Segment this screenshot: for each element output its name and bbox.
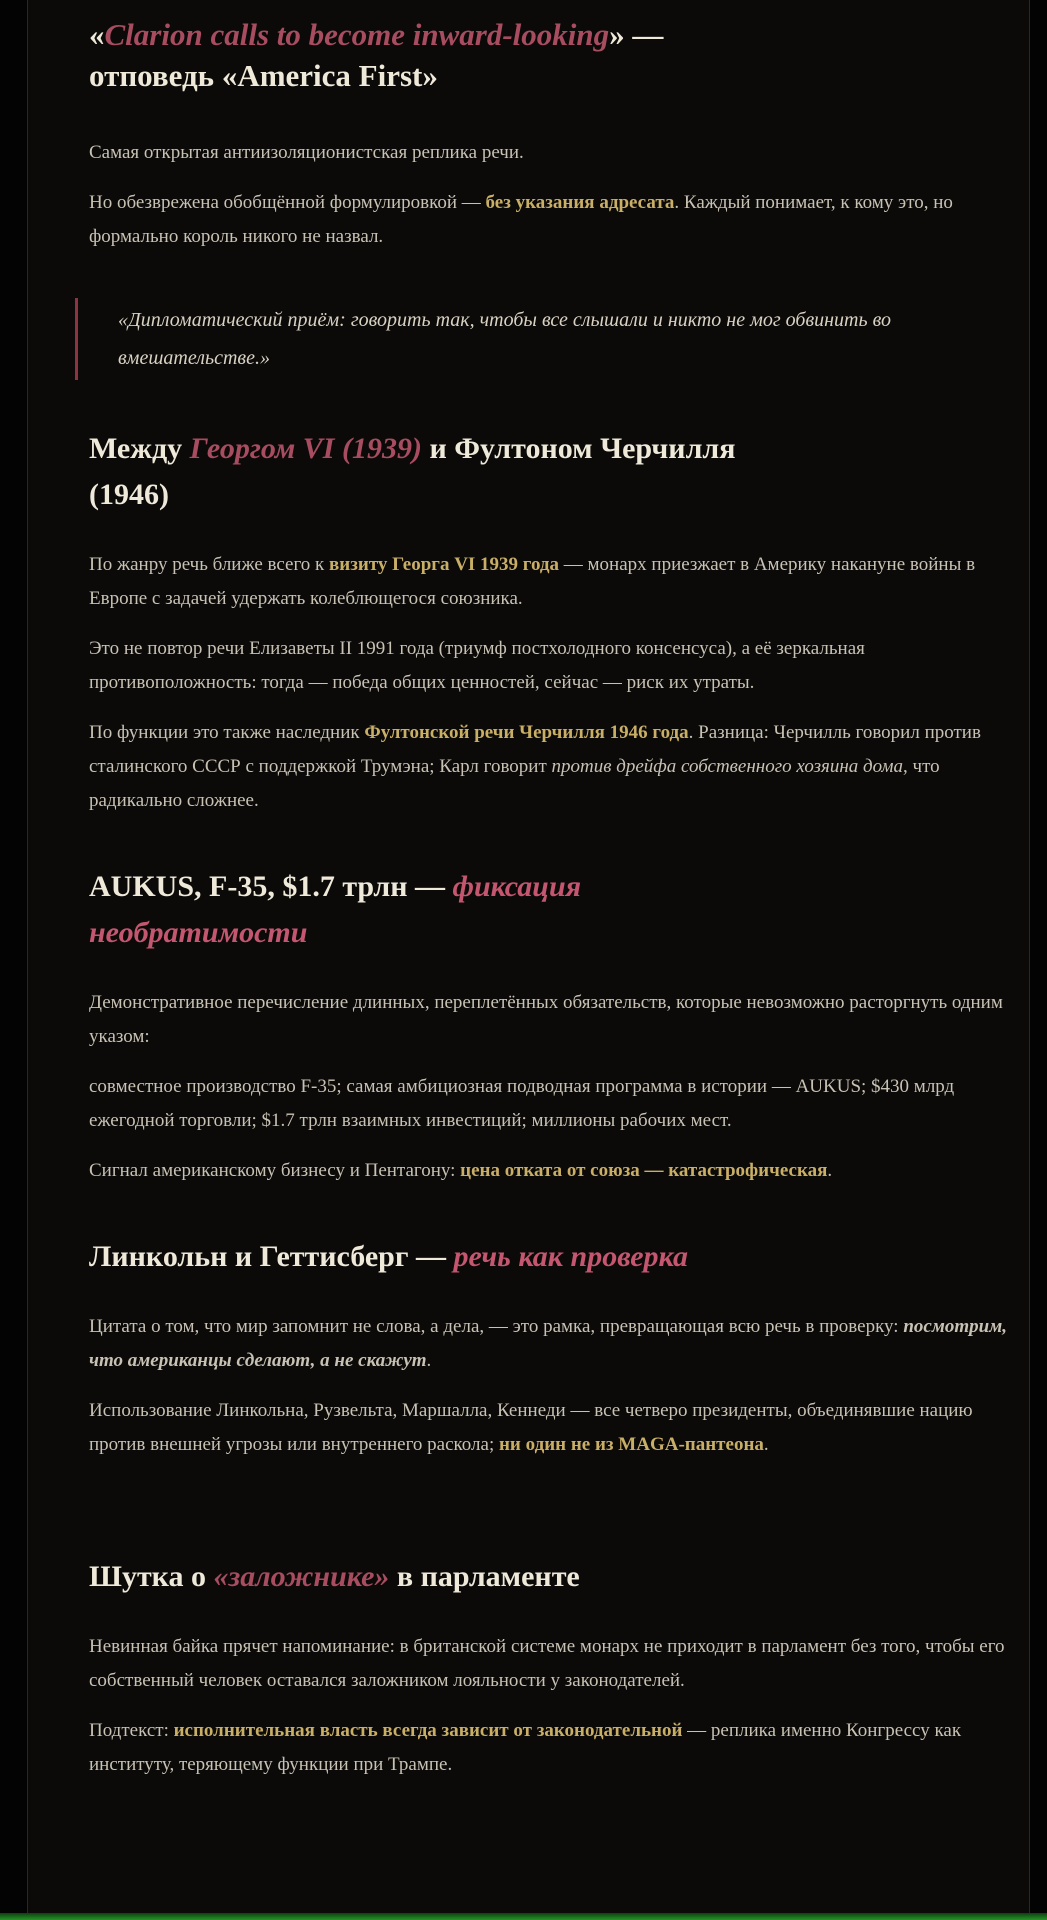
text-run: «заложнике»	[213, 1560, 390, 1593]
paragraph	[89, 548, 1010, 616]
text-run: — реплика именно Конгрессу как институту, теряющему функции при Трампе.	[89, 1720, 966, 1775]
text-run: Линкольн и Геттисберг —	[89, 1240, 454, 1273]
blockquote	[75, 298, 1010, 380]
text-run: » —	[609, 17, 664, 52]
text-run: Цитата о том, что мир запомнит не слова, а дела, — это рамка, превращающая всю речь в проверку:	[89, 1316, 904, 1337]
text-run: совместное производство F-35; самая амбициозная подводная программа в истории — AUKUS; $430 млрд ежегодной торговли; $1.7 трлн взаимных инвестиций; миллионы рабочих мест.	[89, 1076, 959, 1131]
section-heading-line	[89, 1554, 1010, 1600]
text-run: необратимости	[89, 916, 308, 949]
text-run: ни один не из MAGA-пантеона	[498, 1434, 764, 1455]
text-run: .	[763, 1434, 769, 1455]
section-aukus	[89, 864, 1010, 1188]
text-run: Демонстративное перечисление длинных, переплетённых обязательств, которые невозможно расторгнуть одним указом:	[89, 992, 1008, 1047]
text-run: «Дипломатический приём: говорить так, чтобы все слышали и никто не мог обвинить во вмешательстве.»	[118, 309, 897, 369]
text-run: .	[827, 1160, 833, 1181]
section-heading-line	[89, 864, 1010, 910]
article-title-line	[89, 14, 1010, 55]
section-heading-line	[89, 1234, 1010, 1280]
paragraph	[89, 1394, 1010, 1462]
section-george-fulton	[89, 426, 1010, 818]
text-run: , что радикально сложнее.	[89, 756, 945, 811]
section-heading	[89, 426, 1010, 518]
text-run: По жанру речь ближе всего к	[89, 554, 330, 575]
text-run: Невинная байка прячет напоминание: в британской системе монарх не приходит в парламент без того, чтобы его собственный человек оставался заложником лояльности у законодателей.	[89, 1636, 1010, 1691]
text-run: AUKUS, F-35, $1.7 трлн —	[89, 870, 453, 903]
paragraph	[89, 1714, 1010, 1782]
text-run: визиту Георга VI 1939 года	[329, 554, 560, 575]
text-run: Шутка о	[89, 1560, 214, 1593]
text-run: Фултонской речи Черчилля 1946 года	[364, 722, 689, 743]
paragraph	[89, 632, 1010, 700]
text-run: Георгом VI (1939)	[189, 432, 422, 465]
section-parliament-joke	[89, 1554, 1010, 1782]
paragraph	[89, 1310, 1010, 1378]
text-run: «	[89, 17, 105, 52]
text-run: фиксация	[452, 870, 582, 903]
text-run: (1946)	[89, 478, 169, 511]
text-run: против дрейфа собственного хозяина дома	[551, 756, 904, 777]
intro-paragraph	[89, 136, 1010, 170]
intro-paragraph	[89, 186, 1010, 254]
text-run: в парламенте	[389, 1560, 580, 1593]
footer-accent-bar	[0, 1913, 1047, 1920]
text-run: — монарх приезжает в Америку накануне войны в Европе с задачей удержать колеблющегося союзника.	[89, 554, 980, 609]
text-run: . Разница: Черчилль говорил против сталинского СССР с поддержкой Трумэна; Карл говорит	[89, 722, 986, 777]
paragraph	[89, 1630, 1010, 1698]
paragraph	[89, 1154, 1010, 1188]
text-run: Самая открытая антиизоляционистская реплика речи.	[89, 142, 524, 163]
text-run: . Каждый понимает, к кому это, но формально король никого не назвал.	[89, 192, 958, 247]
text-run: посмотрим, что американцы сделают, а не скажут	[89, 1316, 1012, 1371]
section-heading	[89, 1554, 1010, 1600]
text-run: цена отката от союза — катастрофическая	[460, 1160, 828, 1181]
section-heading	[89, 1234, 1010, 1280]
text-run: исполнительная власть всегда зависит от законодательной	[173, 1720, 683, 1741]
text-run: Сигнал американскому бизнесу и Пентагону:	[89, 1160, 461, 1181]
text-run: Это не повтор речи Елизаветы II 1991 года (триумф постхолодного консенсуса), а её зеркальная противоположность: тогда — победа общих ценностей, сейчас — риск их утраты.	[89, 638, 870, 693]
text-run: Но обезврежена обобщённой формулировкой —	[89, 192, 486, 213]
section-heading	[89, 864, 1010, 956]
text-run: По функции это также наследник	[89, 722, 365, 743]
article-title	[89, 0, 1010, 96]
section-heading-line	[89, 910, 1010, 956]
section-lincoln	[89, 1234, 1010, 1462]
text-run: без указания адресата	[485, 192, 675, 213]
paragraph	[89, 716, 1010, 818]
article-title-line	[89, 55, 1010, 96]
section-heading-line	[89, 472, 1010, 518]
paragraph	[89, 986, 1010, 1054]
text-run: .	[426, 1350, 432, 1371]
paragraph	[89, 1070, 1010, 1138]
text-run: Подтекст:	[89, 1720, 174, 1741]
text-run: Между	[89, 432, 190, 465]
article-page	[27, 0, 1030, 1913]
text-run: Использование Линкольна, Рузвельта, Маршалла, Кеннеди — все четверо президенты, объединявшие нацию против внешней угрозы или внутреннего раскола;	[89, 1400, 978, 1455]
text-run: отповедь «America First»	[89, 58, 438, 93]
text-run: и Фултоном Черчилля	[421, 432, 736, 465]
text-run: Clarion calls to become inward-looking	[104, 17, 610, 52]
section-heading-line	[89, 426, 1010, 472]
text-run: речь как проверка	[453, 1240, 689, 1273]
